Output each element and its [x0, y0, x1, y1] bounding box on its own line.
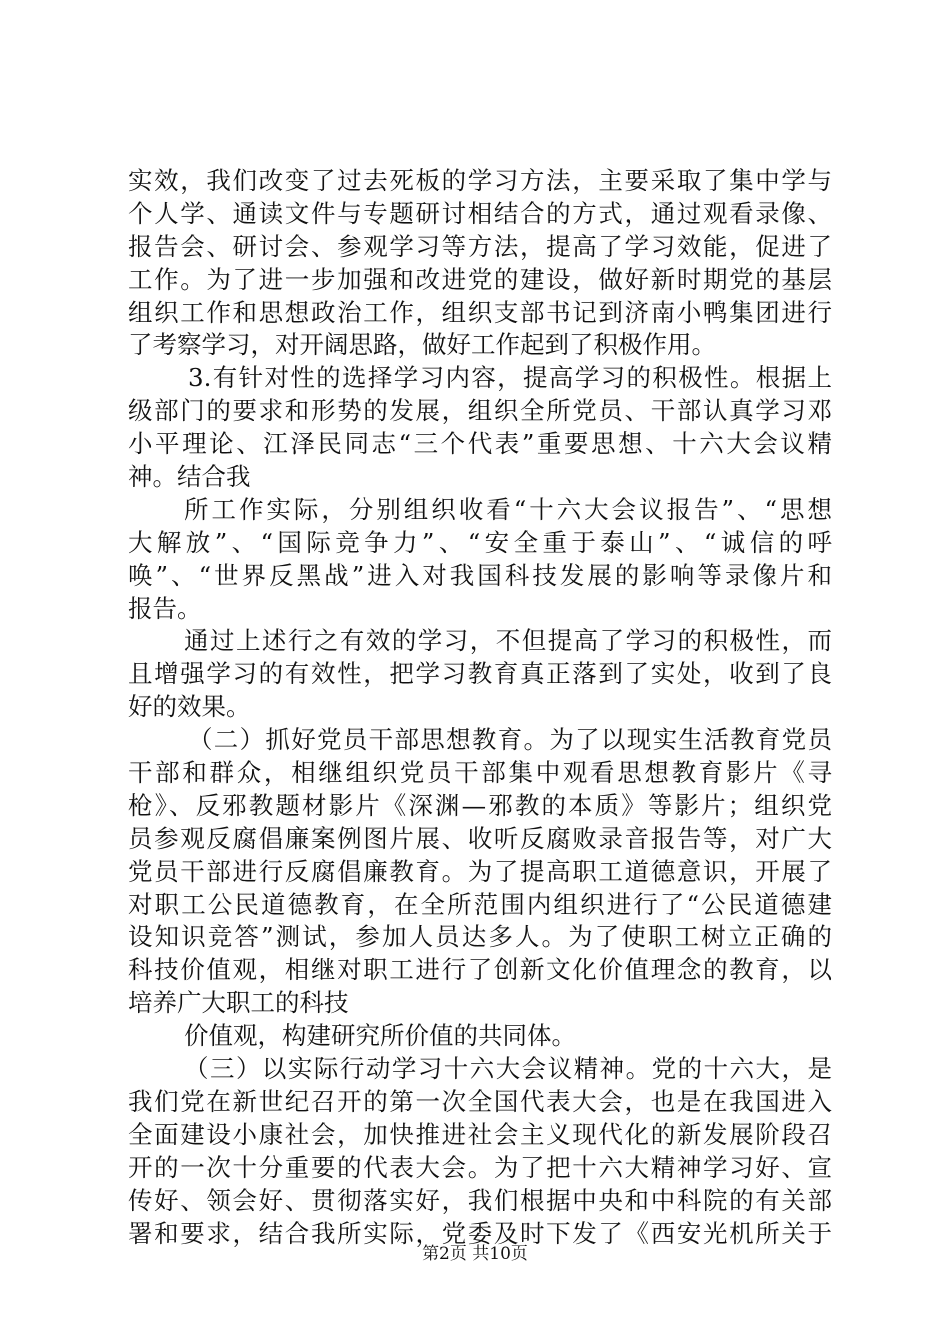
text-line: 了考察学习，对开阔思路，做好工作起到了积极作用。: [128, 330, 716, 360]
text-line: 工作。为了进一步加强和改进党的建设，做好新时期党的基层: [128, 264, 832, 294]
text-line: 枪》、反邪教题材影片《深渊—邪教的本质》等影片；组织党: [128, 790, 832, 820]
text-line: 唤”、“世界反黑战”进入对我国科技发展的影响等录像片和: [128, 560, 832, 590]
text-line: 干部和群众，相继组织党员干部集中观看思想教育影片《寻: [128, 758, 832, 788]
text-line: 开的一次十分重要的代表大会。为了把十六大精神学习好、宣: [128, 1152, 832, 1182]
text-line: 好的效果。: [128, 692, 251, 722]
text-line: 所工作实际，分别组织收看“十六大会议报告”、“思想: [184, 494, 832, 524]
text-line: 小平理论、江泽民同志“三个代表”重要思想、十六大会议精: [128, 429, 832, 459]
text-line: 员参观反腐倡廉案例图片展、收听反腐败录音报告等，对广大: [128, 823, 832, 853]
text-line: 级部门的要求和形势的发展，组织全所党员、干部认真学习邓: [128, 396, 832, 426]
text-line: 通过上述行之有效的学习，不但提高了学习的积极性，而: [184, 626, 832, 656]
text-line: 署和要求，结合我所实际，党委及时下发了《西安光机所关于: [128, 1218, 832, 1248]
text-line: 党员干部进行反腐倡廉教育。为了提高职工道德意识，开展了: [128, 856, 832, 886]
text-line: 我们党在新世纪召开的第一次全国代表大会，也是在我国进入: [128, 1086, 832, 1116]
text-line: 且增强学习的有效性，把学习教育真正落到了实处，收到了良: [128, 659, 832, 689]
text-line: 对职工公民道德教育，在全所范围内组织进行了“公民道德建: [128, 889, 832, 919]
text-line: 组织工作和思想政治工作，组织支部书记到济南小鸭集团进行: [128, 297, 832, 327]
text-line: 个人学、通读文件与专题研讨相结合的方式，通过观看录像、: [128, 198, 832, 228]
text-line: 报告。: [128, 593, 202, 623]
text-line: （二）抓好党员干部思想教育。为了以现实生活教育党员: [188, 725, 832, 755]
text-line: （三）以实际行动学习十六大会议精神。党的十六大，是: [184, 1054, 832, 1084]
text-line: 大解放”、“国际竞争力”、“安全重于泰山”、“诚信的呼: [128, 527, 832, 557]
text-line: 神。结合我: [128, 462, 251, 492]
text-line: 科技价值观，相继对职工进行了创新文化价值理念的教育，以: [128, 955, 832, 985]
body-text: [128, 165, 832, 1250]
text-line: 传好、领会好、贯彻落实好，我们根据中央和中科院的有关部: [128, 1185, 832, 1215]
text-line: 3.有针对性的选择学习内容，提高学习的积极性。根据上: [188, 363, 832, 393]
text-line: 培养广大职工的科技: [128, 988, 349, 1018]
page-number-footer: 第2页 共10页: [422, 1244, 528, 1264]
text-line: 全面建设小康社会，加快推进社会主义现代化的新发展阶段召: [128, 1119, 832, 1149]
text-line: 价值观，构建研究所价值的共同体。: [184, 1021, 576, 1051]
text-line: 实效，我们改变了过去死板的学习方法，主要采取了集中学与: [128, 166, 832, 195]
text-line: 设知识竞答”测试，参加人员达多人。为了使职工树立正确的: [128, 922, 832, 952]
text-line: 报告会、研讨会、参观学习等方法，提高了学习效能，促进了: [128, 231, 832, 261]
